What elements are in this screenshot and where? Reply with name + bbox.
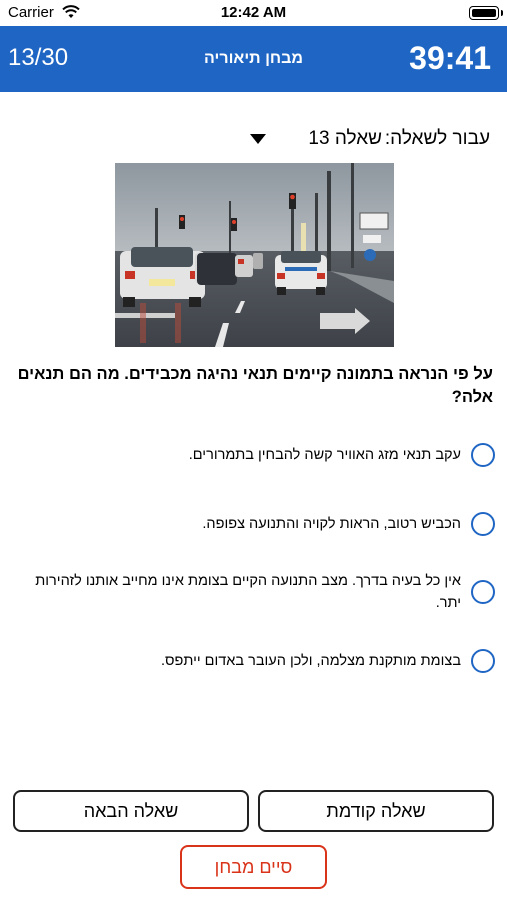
question-counter: 13/30 — [8, 44, 69, 71]
finish-exam-button[interactable]: סיים מבחן — [180, 845, 327, 889]
answer-text: בצומת מותקנת מצלמה, ולכן העובר באדום ייתפס. — [160, 653, 461, 669]
previous-question-button[interactable]: שאלה קודמת — [258, 790, 494, 832]
status-time: 12:42 AM — [220, 4, 287, 21]
answer-option-3[interactable] — [20, 570, 495, 614]
answer-text: הכביש רטוב, הראות לקויה והתנועה צפופה. — [202, 516, 461, 532]
countdown-timer: 39:41 — [409, 40, 491, 76]
carrier-label: Carrier — [8, 4, 54, 21]
answer-option-4[interactable] — [20, 649, 495, 673]
answer-text: עקב תנאי מזג האוויר קשה להבחין בתמרורים. — [188, 447, 461, 463]
jump-to-question — [250, 128, 490, 154]
answer-text: אין כל בעיה בדרך. מצב התנועה הקיים בצומת אינו מחייב אותנו לזהירות יתר. — [35, 573, 461, 611]
answer-option-1[interactable] — [20, 443, 495, 467]
traffic-scene-image — [115, 163, 394, 347]
radio-icon[interactable] — [471, 580, 495, 604]
page-title: מבחן תיאוריה — [204, 50, 303, 67]
answer-option-2[interactable] — [20, 512, 495, 536]
question-image — [115, 163, 394, 347]
radio-icon[interactable] — [471, 649, 495, 673]
question-select-value: שאלה 13 — [308, 128, 382, 149]
battery-icon — [469, 6, 499, 20]
radio-icon[interactable] — [471, 512, 495, 536]
next-question-button[interactable]: שאלה הבאה — [13, 790, 249, 832]
status-bar — [0, 0, 507, 26]
header-bar — [0, 26, 507, 92]
radio-icon[interactable] — [471, 443, 495, 467]
dropdown-caret-icon — [250, 134, 266, 144]
question-text: על פי הנראה בתמונה קיימים תנאי נהיגה מכבידים. מה הם תנאים אלה? — [17, 365, 493, 406]
question-select[interactable] — [250, 128, 382, 154]
jump-label: עבור לשאלה: — [384, 128, 490, 149]
